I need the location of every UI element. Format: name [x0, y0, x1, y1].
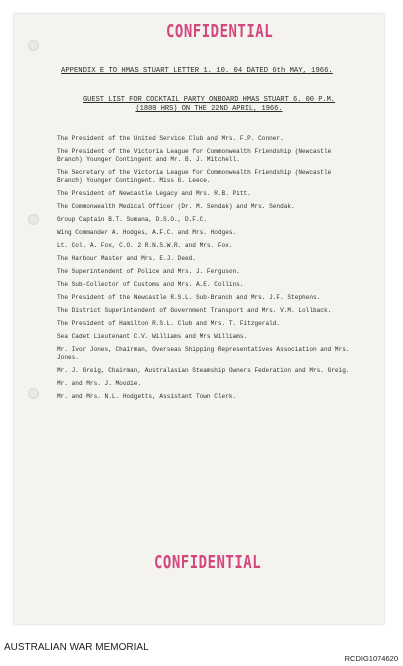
confidential-stamp-top: CONFIDENTIAL [166, 22, 274, 42]
punch-hole [28, 40, 39, 51]
guest-list-title-line2: (1800 HRS) ON THE 22ND APRIL, 1966. [135, 105, 283, 113]
guest-entry: Mr. Ivor Jones, Chairman, Overseas Shipping Representatives Association and Mrs. Jones. [57, 346, 350, 361]
document-page [14, 14, 384, 624]
guest-entry: Wing Commander A. Hodges, A.F.C. and Mrs. Hodges. [57, 229, 237, 236]
punch-hole [28, 388, 39, 399]
guest-entry: The Sub-Collector of Customs and Mrs. A.E. Collins. [57, 281, 244, 288]
guest-entry: Mr. and Mrs. J. Moodie. [57, 380, 142, 387]
guest-entry: The President of the United Service Club and Mrs. F.P. Conner. [57, 135, 284, 142]
guest-entry: Mr. J. Greig, Chairman, Australasian Steamship Owners Federation and Mrs. Greig. [57, 367, 350, 374]
archive-footer [0, 632, 403, 666]
guest-entry: Sea Cadet Lieutenant C.V. Williams and Mrs Williams. [57, 333, 248, 340]
guest-list [57, 135, 357, 406]
institution-name: AUSTRALIAN WAR MEMORIAL [4, 642, 149, 653]
guest-entry: The President of the Victoria League for Commonwealth Friendship (Newcastle Branch) Younger Contingent and Mr. B. J. Mitchell. [57, 148, 332, 163]
confidential-stamp-bottom: CONFIDENTIAL [154, 553, 262, 573]
appendix-reference: APPENDIX E TO HMAS STUART LETTER 1. 10. 04 DATED 6th MAY, 1966. [61, 67, 333, 75]
punch-hole [28, 214, 39, 225]
guest-entry: Lt. Col. A. Fox, C.O. 2 R.N.S.W.R. and Mrs. Fox. [57, 242, 233, 249]
guest-entry: The President of Hamilton R.S.L. Club and Mrs. T. Fitzgerald. [57, 320, 281, 327]
guest-entry: The President of the Newcastle R.S.L. Sub-Branch and Mrs. J.F. Stephens. [57, 294, 321, 301]
guest-entry: The Superintendent of Police and Mrs. J. Ferguson. [57, 268, 240, 275]
guest-entry: The Commonwealth Medical Officer (Dr. M. Sendak) and Mrs. Sendak. [57, 203, 295, 210]
guest-list-title [69, 96, 349, 114]
guest-entry: Mr. and Mrs. N.L. Hodgetts, Assistant Town Clerk. [57, 393, 237, 400]
guest-entry: The Secretary of the Victoria League for Commonwealth Friendship (Newcastle Branch) Younger Contingent. Miss G. Leece. [57, 169, 332, 184]
guest-entry: The Harbour Master and Mrs. E.J. Deed. [57, 255, 196, 262]
guest-entry: Group Captain B.T. Sumana, D.S.O., D.F.C. [57, 216, 207, 223]
record-reference: RCDIG1074620 [344, 654, 398, 663]
guest-list-title-line1: GUEST LIST FOR COCKTAIL PARTY ONBOARD HMAS STUART 6. 00 P.M. [82, 96, 336, 104]
guest-entry: The District Superintendent of Government Transport and Mrs. V.M. Lollback. [57, 307, 332, 314]
guest-entry: The President of Newcastle Legacy and Mrs. R.B. Pitt. [57, 190, 251, 197]
